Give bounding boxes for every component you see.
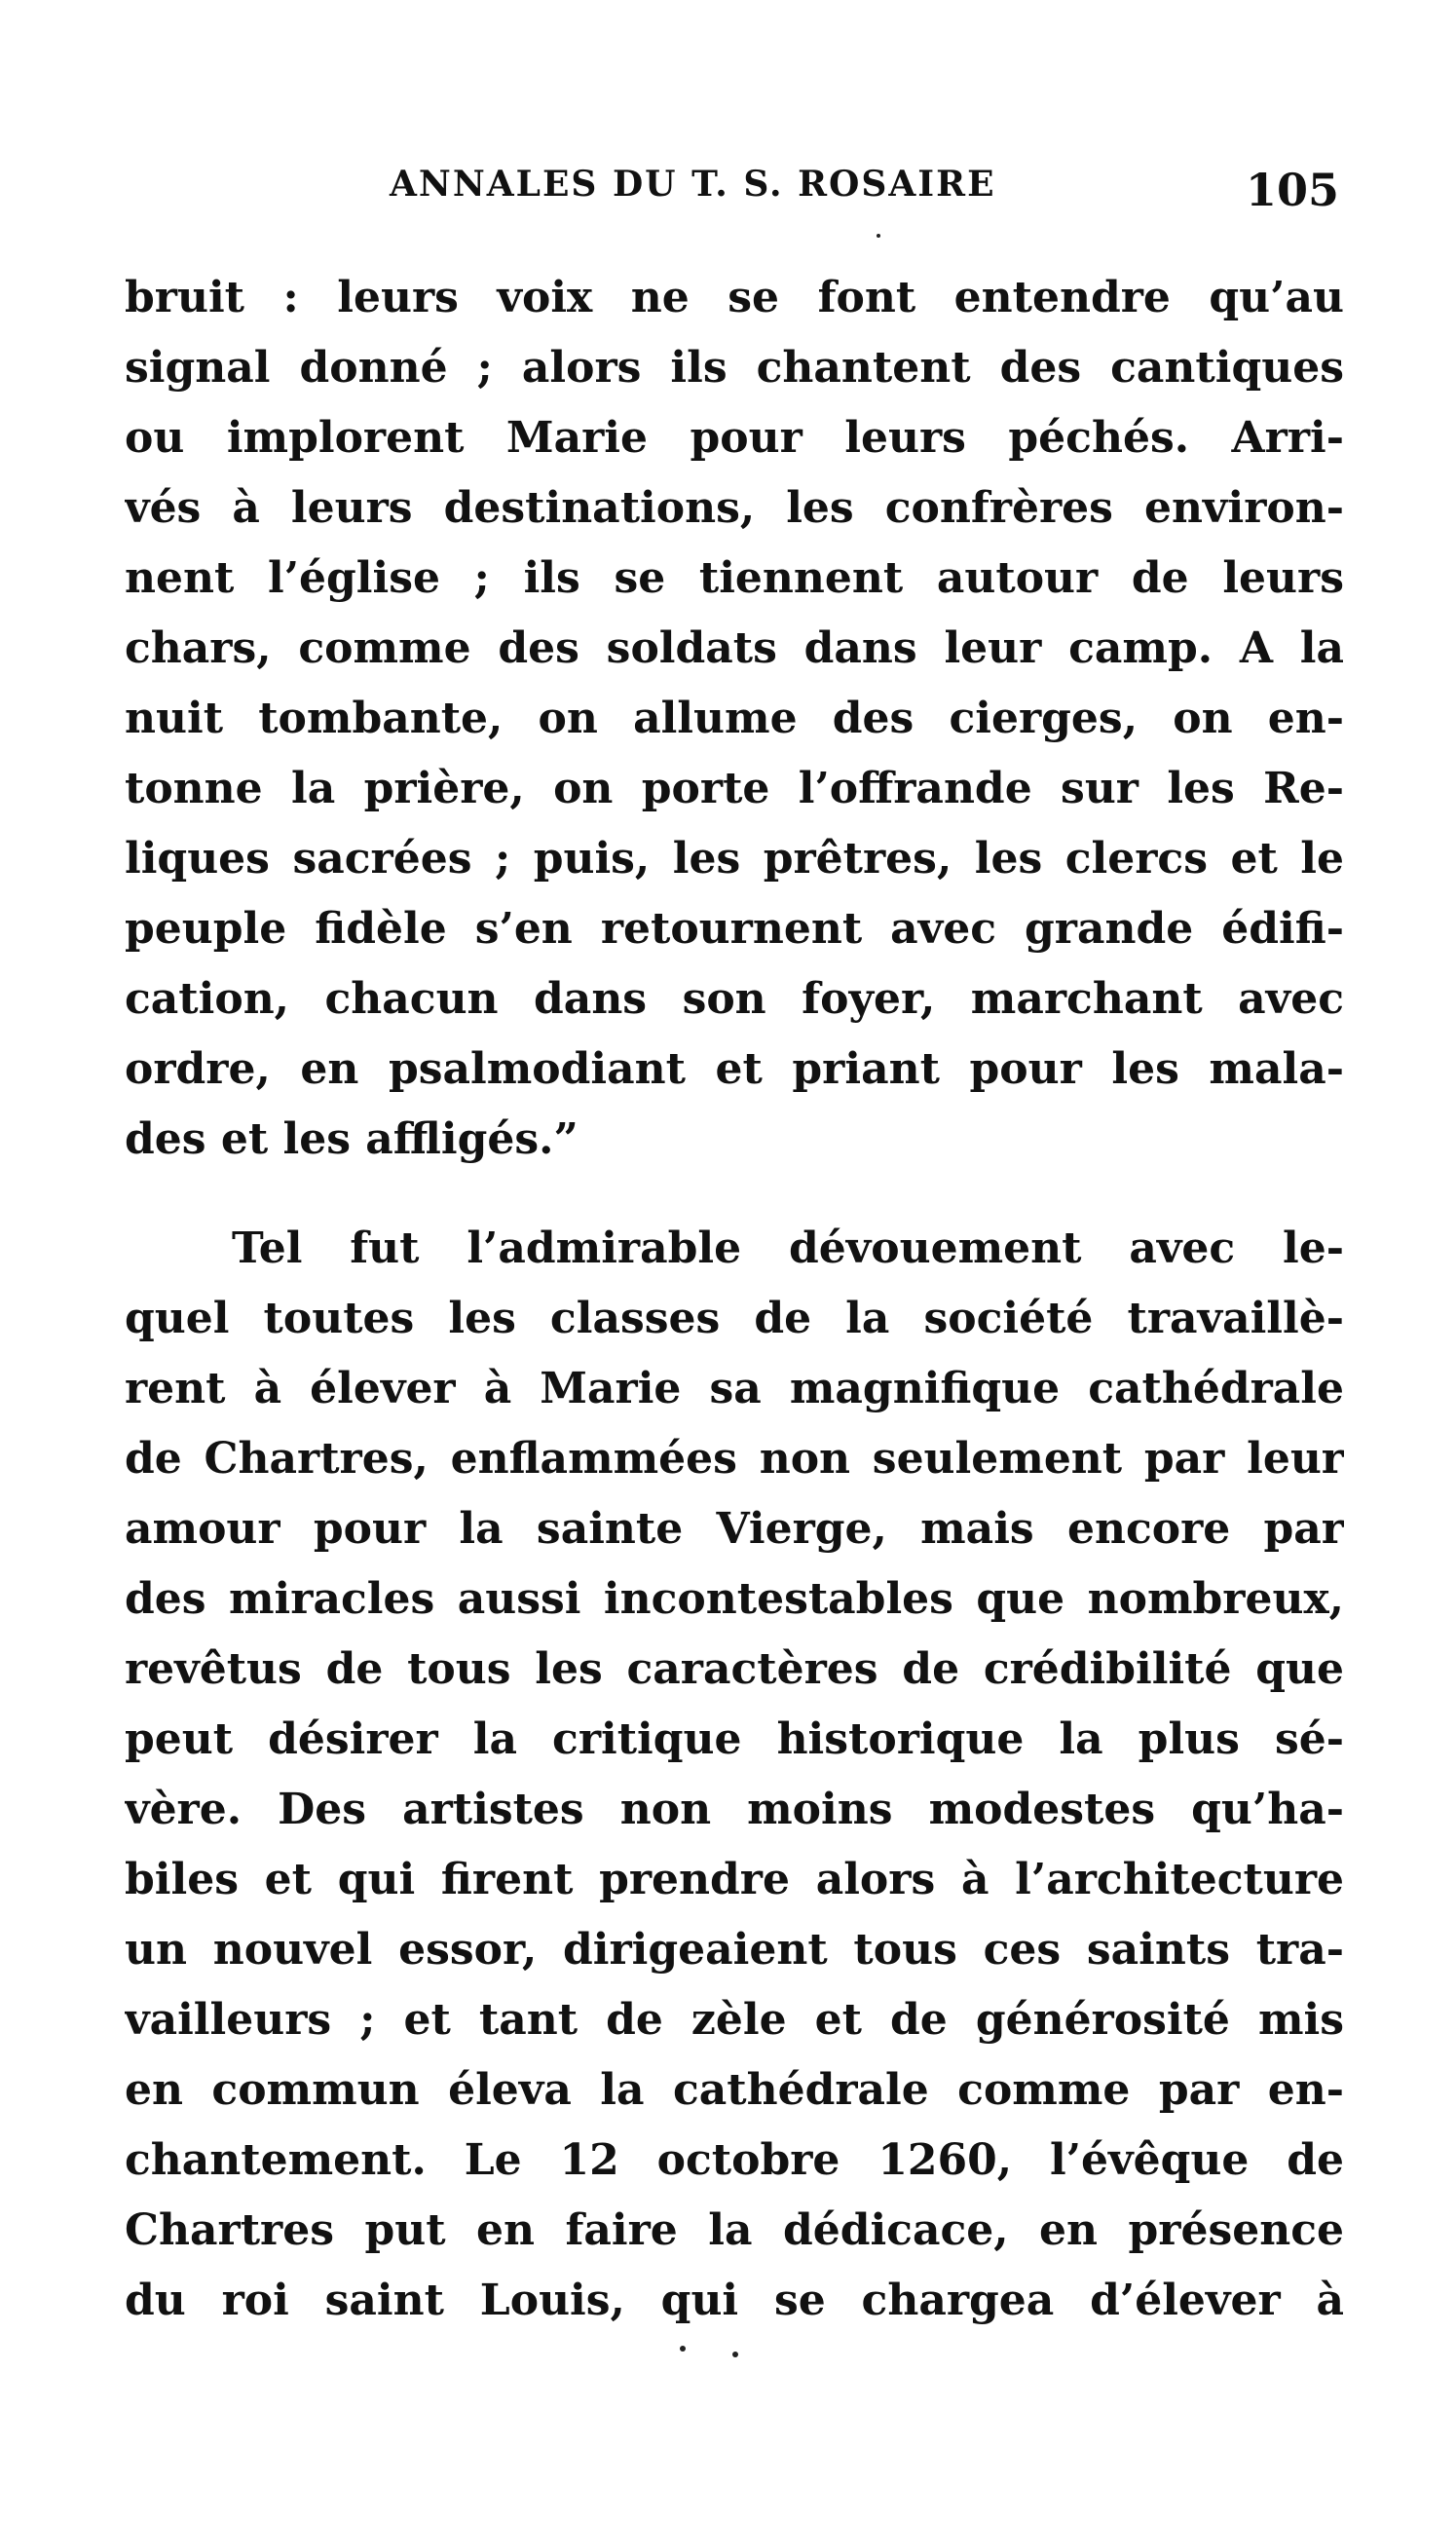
print-speck bbox=[680, 2346, 686, 2352]
text-line: chars, comme des soldats dans leur camp. A la bbox=[125, 623, 1344, 673]
text-line: des et les affligés.” bbox=[125, 1114, 579, 1164]
running-title: ANNALES DU T. S. ROSAIRE bbox=[390, 164, 996, 205]
page-number: 105 bbox=[1245, 164, 1339, 216]
text-line: des miracles aussi incontestables que nombreux, bbox=[125, 1574, 1344, 1624]
text-line: ou implorent Marie pour leurs péchés. Arri- bbox=[125, 413, 1344, 463]
text-line: du roi saint Louis, qui se chargea d’élever à bbox=[125, 2276, 1344, 2325]
text-line: biles et qui firent prendre alors à l’architecture bbox=[125, 1855, 1344, 1904]
text-line: peuple fidèle s’en retournent avec grande édifi- bbox=[125, 904, 1344, 954]
text-line: nuit tombante, on allume des cierges, on en- bbox=[125, 694, 1344, 743]
text-line: nent l’église ; ils se tiennent autour de leurs bbox=[125, 553, 1344, 603]
body-text bbox=[125, 263, 1344, 2336]
text-line: ordre, en psalmodiant et priant pour les mala- bbox=[125, 1044, 1344, 1094]
print-speck bbox=[877, 234, 880, 238]
text-line: revêtus de tous les caractères de crédibilité que bbox=[125, 1644, 1344, 1694]
text-line: de Chartres, enflammées non seulement par leur bbox=[125, 1434, 1344, 1484]
text-line: un nouvel essor, dirigeaient tous ces saints tra- bbox=[125, 1925, 1344, 1975]
text-line: tonne la prière, on porte l’offrande sur les Re- bbox=[125, 764, 1344, 813]
text-line: bruit : leurs voix ne se font entendre qu’au bbox=[125, 273, 1344, 322]
paragraph-gap bbox=[125, 1175, 1344, 1214]
text-line: liques sacrées ; puis, les prêtres, les clercs et le bbox=[125, 834, 1344, 884]
paragraph-1 bbox=[125, 263, 1344, 1175]
text-line: Tel fut l’admirable dévouement avec le- bbox=[232, 1223, 1344, 1273]
text-line: amour pour la sainte Vierge, mais encore par bbox=[125, 1504, 1344, 1554]
text-line: en commun éleva la cathédrale comme par en- bbox=[125, 2065, 1344, 2115]
text-line: signal donné ; alors ils chantent des cantiques bbox=[125, 343, 1344, 393]
text-line: Chartres put en faire la dédicace, en présence bbox=[125, 2205, 1344, 2255]
text-line: chantement. Le 12 octobre 1260, l’évêque de bbox=[125, 2135, 1344, 2185]
paragraph-2 bbox=[125, 1214, 1344, 2336]
text-line: peut désirer la critique historique la plus sé- bbox=[125, 1714, 1344, 1764]
text-line: vère. Des artistes non moins modestes qu’ha- bbox=[125, 1785, 1344, 1834]
text-line: vés à leurs destinations, les confrères environ- bbox=[125, 483, 1344, 533]
text-line: vailleurs ; et tant de zèle et de générosité mis bbox=[125, 1995, 1344, 2045]
print-speck bbox=[732, 2352, 738, 2357]
text-line: cation, chacun dans son foyer, marchant avec bbox=[125, 974, 1344, 1024]
text-line: rent à élever à Marie sa magnifique cathédrale bbox=[125, 1364, 1344, 1413]
running-head bbox=[127, 164, 1339, 222]
text-line: quel toutes les classes de la société travaillè- bbox=[125, 1294, 1344, 1343]
